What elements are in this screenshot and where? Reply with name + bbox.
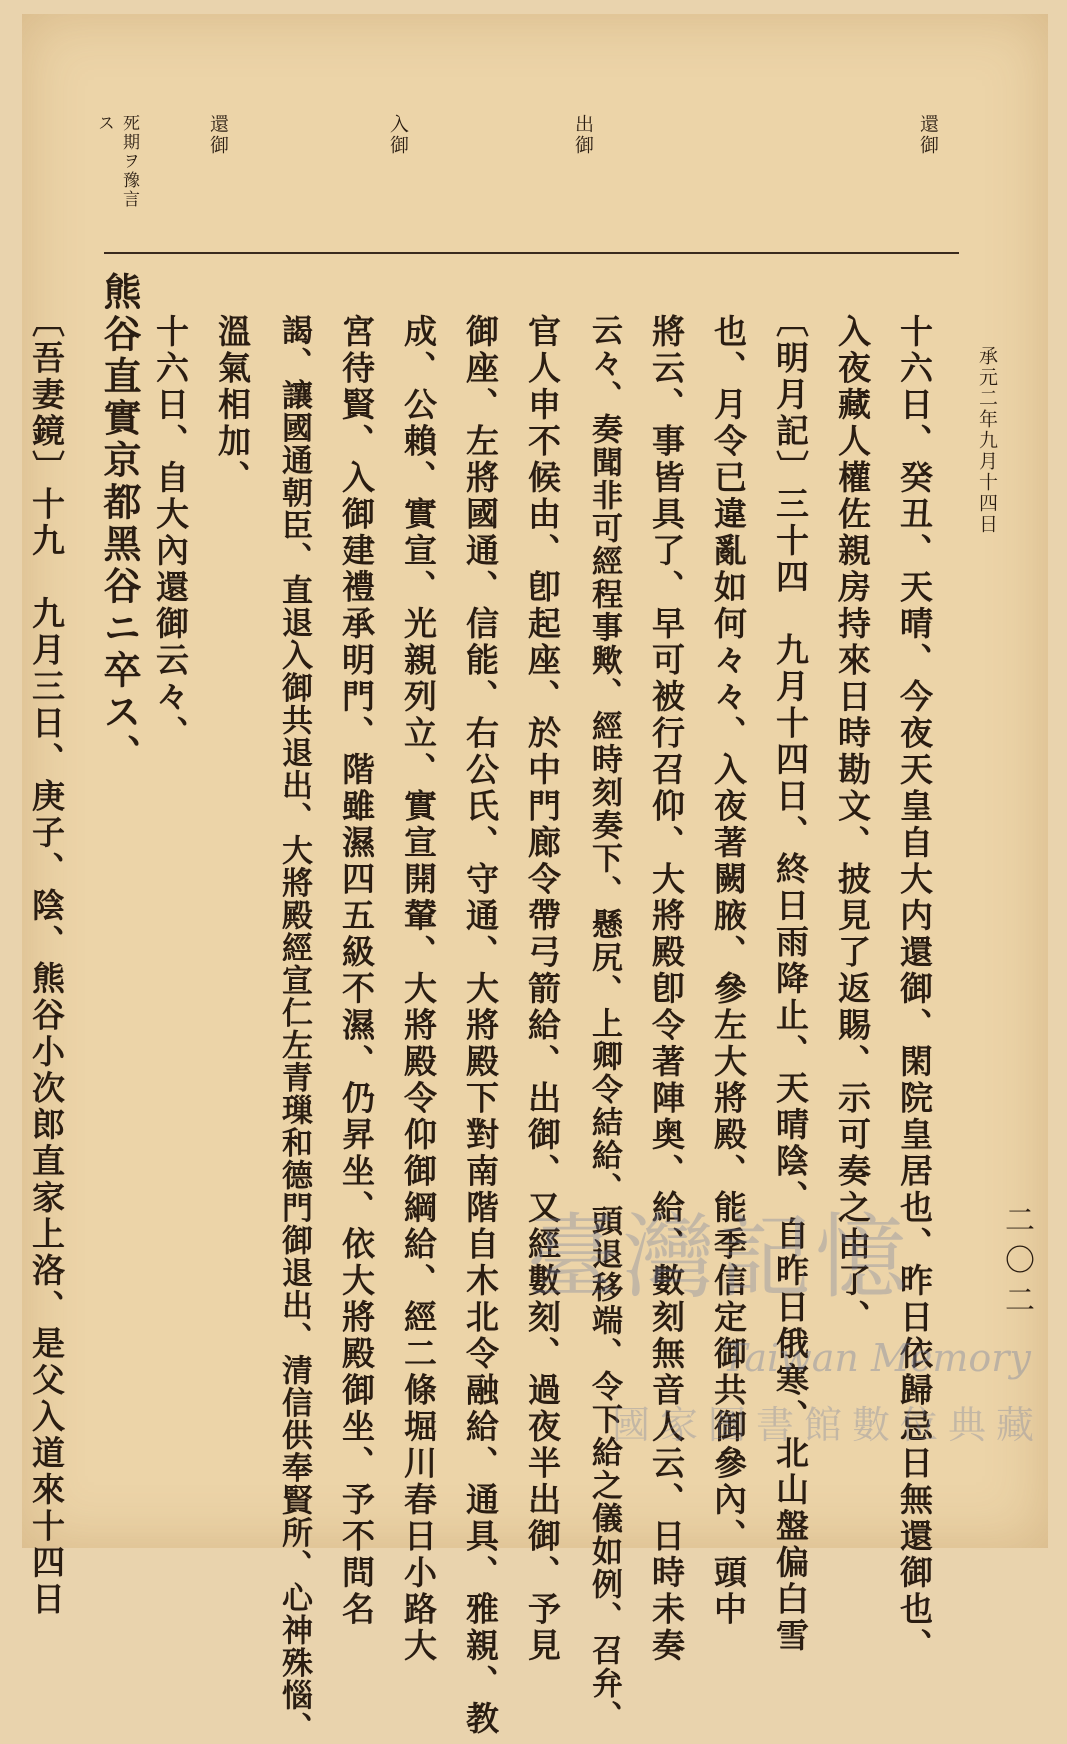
text-column: 謁、讓國通朝臣、直退入御共退出、大將殿經宣仁左青璅和德門御退出、清信供奉賢所、心神殊惱、 [276, 314, 312, 1744]
margin-note: 出御 [572, 114, 594, 156]
text-column: 〔明月記〕三十四 九月十四日、終日雨降止、天晴陰、自昨日俄寒、北山盤偏白雪 [771, 304, 810, 1655]
text-column: 宮待賢、入御建禮承明門、階雖濕四五級不濕、仍昇坐、依大將殿御坐、予不問名 [337, 314, 376, 1628]
text-column: 〔吾妻鏡〕十九 九月三日、庚子、陰、熊谷小次郎直家上洛、是父入道來十四日 [27, 304, 66, 1618]
text-column: 入夜藏人權佐親房持來日時勘文、披見了返賜、示可奏之由了、 [833, 314, 872, 1336]
header-divider [104, 252, 959, 254]
text-column: 十六日、癸丑、天晴、今夜天皇自大内還御、閑院皇居也、昨日依歸忌日無還御也、 [895, 314, 934, 1665]
text-column: 官人申不候由、卽起座、於中門廊令帶弓箭給、出御、又經數刻、過夜半出御、予見 [523, 314, 562, 1665]
margin-note: 還御 [207, 114, 229, 156]
text-column: 成、公賴、實宣、光親列立、實宣開輦、大將殿令仰御綱給、經二條堀川春日小路大 [399, 314, 438, 1665]
watermark-english: Taiwan Memory [722, 1336, 1031, 1380]
watermark-title: 臺灣記憶 [527, 1204, 912, 1311]
margin-note: 還御 [917, 114, 939, 156]
book-page [22, 14, 1048, 1744]
margin-note: 入御 [387, 114, 409, 156]
watermark-subtitle: 國家圖書館數位典藏 [612, 1403, 1045, 1447]
page-number: 二〇二 [999, 1204, 1034, 1324]
text-column: 御座、左將國通、信能、右公氏、守通、大將殿下對南階自木北令融給、通具、雅親、教 [461, 314, 500, 1738]
text-column: 十六日、自大內還御云々、 [151, 314, 190, 752]
margin-note: 死期ヲ豫言ス [94, 114, 139, 209]
text-column: 將云、事皆具了、早可被行召仰、大將殿卽令著陣奥、給、數刻無音人云、日時未奏 [647, 314, 686, 1665]
text-column: 也、月令已違亂如何々々、入夜著闕腋、參左大將殿、能季信定御共御參內、頭中 [709, 314, 748, 1628]
text-column: 溫氣相加、 [213, 314, 252, 497]
running-head-date: 承元二年九月十四日 [976, 346, 998, 535]
text-column: 云々、奏聞非可經程事歟、經時刻奏下、懸尻、上卿令結給、頭退移端、令下給之儀如例、召弁、 [586, 314, 622, 1733]
section-heading: 熊谷直實京都黑谷ニ卒ス、 [97, 272, 142, 776]
